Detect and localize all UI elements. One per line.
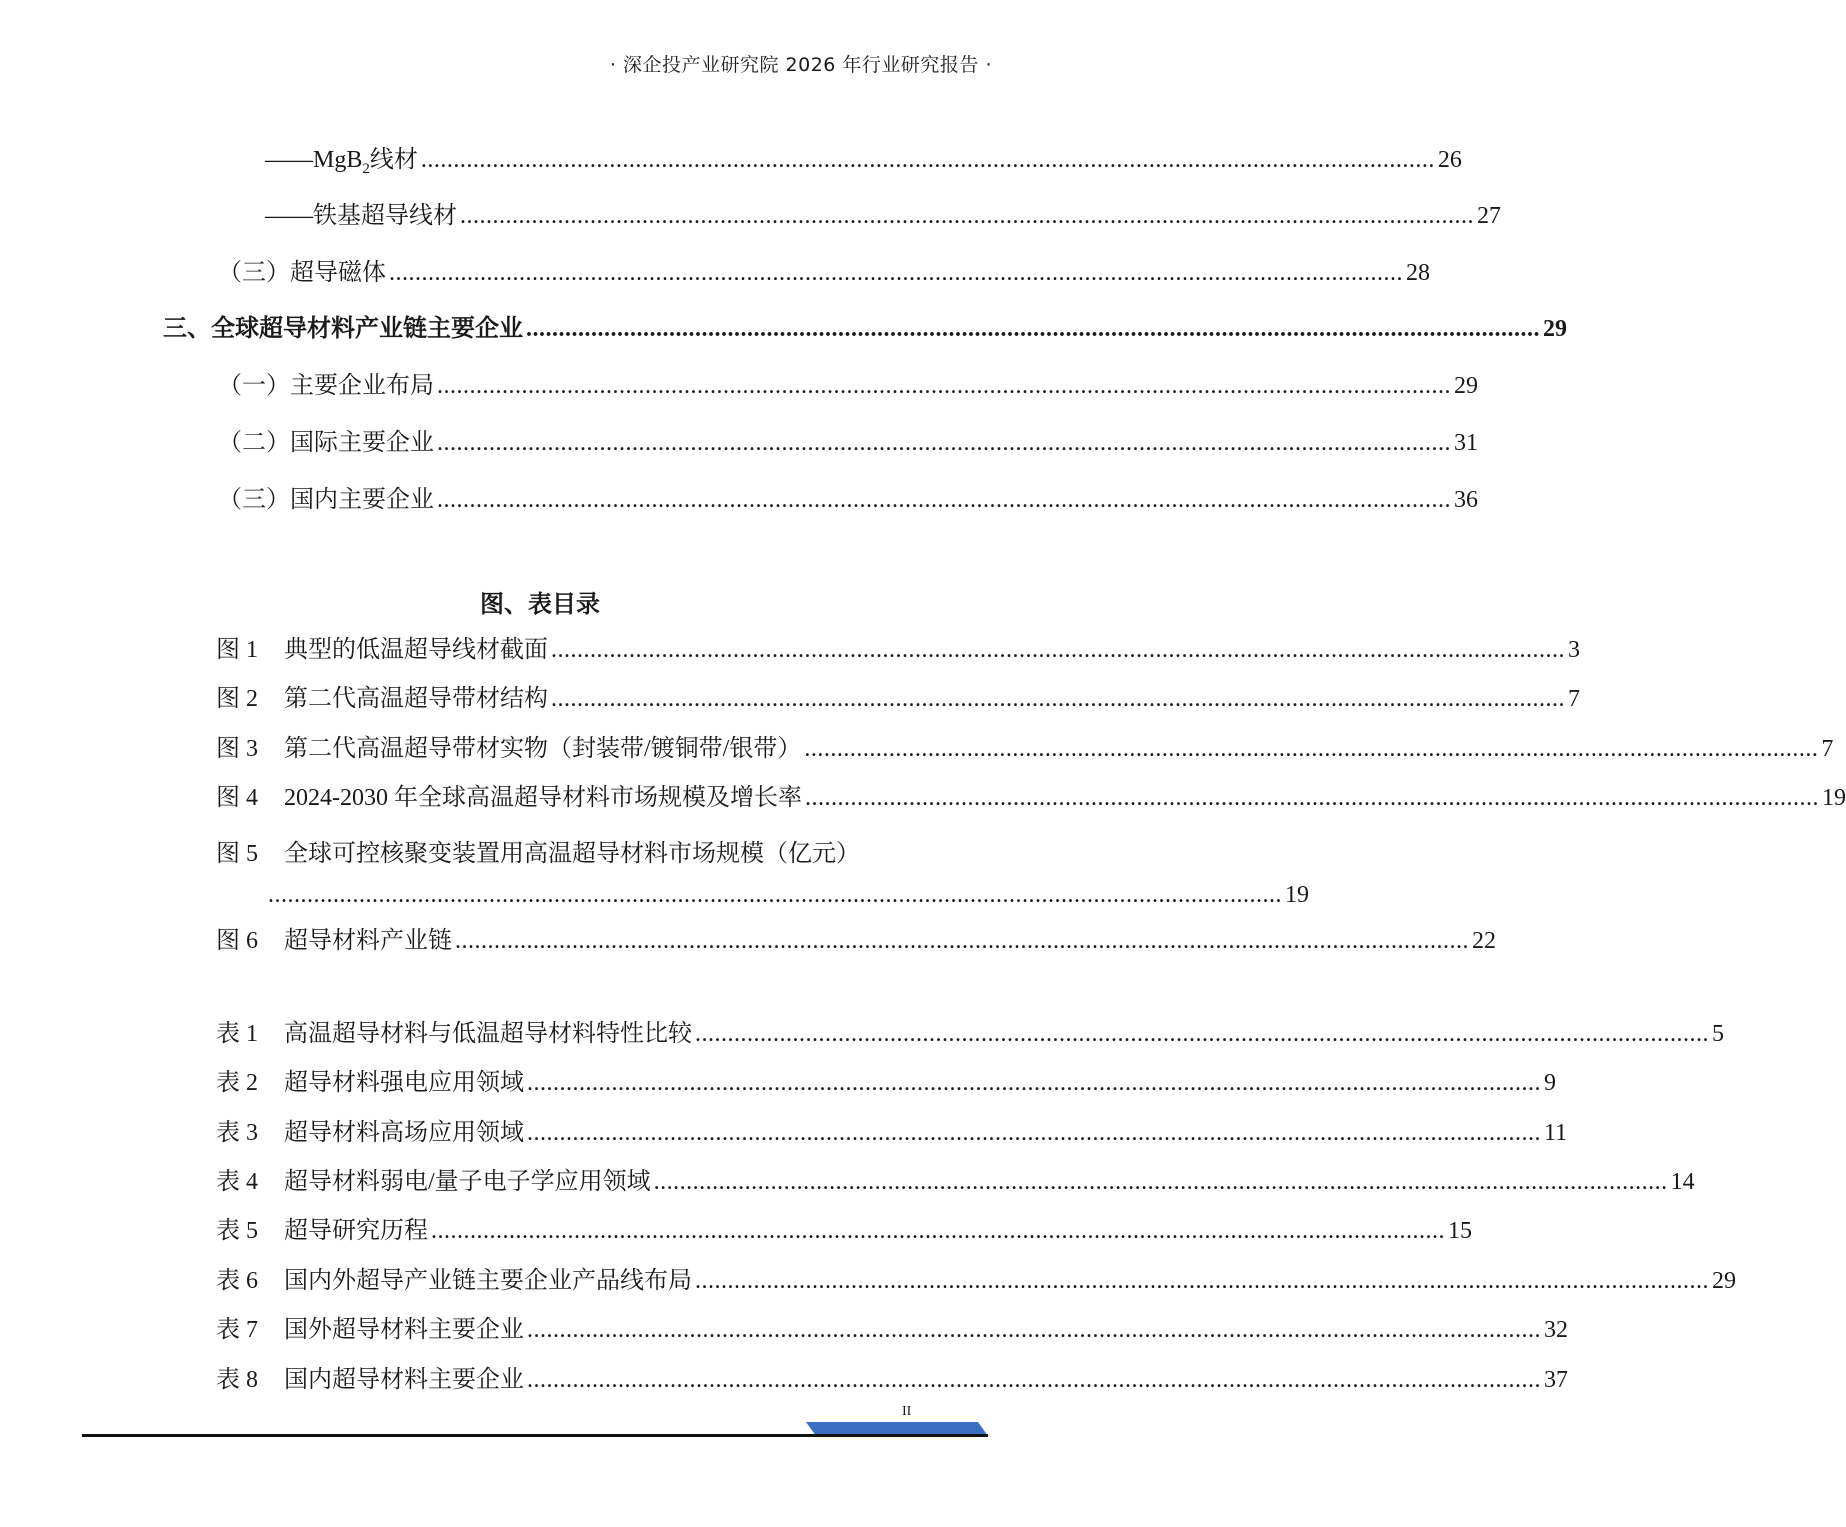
table-entry-page: 29 xyxy=(1712,1268,1736,1294)
figure-entry-page: 7 xyxy=(1568,686,1580,712)
table-entry-title: 表 7 国外超导材料主要企业 xyxy=(216,1317,524,1343)
footer-rule xyxy=(82,1434,988,1437)
figure-entry-wrapped-title[interactable] xyxy=(216,833,860,868)
table-entry-page: 5 xyxy=(1712,1021,1724,1047)
table-entry-title: 表 3 超导材料高场应用领域 xyxy=(216,1120,524,1146)
dot-leader: ............................................................................................................................................................ xyxy=(437,373,1451,399)
figure-entry[interactable] xyxy=(216,928,1496,954)
table-entry[interactable] xyxy=(216,1120,1568,1146)
toc-entry-page: 31 xyxy=(1454,430,1478,456)
table-entry[interactable] xyxy=(216,1367,1568,1393)
figure-entry-continuation[interactable] xyxy=(268,882,1309,908)
figure-entry-page: 19 xyxy=(1285,882,1309,908)
dot-leader: ............................................................................................................................................................ xyxy=(526,316,1540,342)
table-entry-title: 表 4 超导材料弱电/量子电子学应用领域 xyxy=(216,1169,651,1195)
toc-entry-page: 29 xyxy=(1543,316,1567,342)
toc-entry-chapter-3[interactable] xyxy=(163,316,1567,342)
dot-leader: ............................................................................................................................................................ xyxy=(805,785,1819,811)
figure-entry-page: 7 xyxy=(1821,736,1834,762)
table-entry-page: 14 xyxy=(1670,1169,1695,1195)
dot-leader: ............................................................................................................................................................ xyxy=(527,1070,1541,1096)
table-entry-page: 11 xyxy=(1544,1120,1568,1146)
dot-leader: ............................................................................................................................................................ xyxy=(420,147,1435,173)
figure-entry[interactable] xyxy=(216,785,1846,811)
figure-entry[interactable] xyxy=(216,686,1580,712)
figure-entry-page: 3 xyxy=(1568,637,1580,663)
table-entry[interactable] xyxy=(216,1268,1736,1294)
table-entry-page: 9 xyxy=(1544,1070,1556,1096)
dot-leader: ............................................................................................................................................................ xyxy=(437,487,1451,513)
table-entry-title: 表 2 超导材料强电应用领域 xyxy=(216,1070,524,1096)
dot-leader: ............................................................................................................................................................ xyxy=(431,1218,1445,1244)
figure-entry-title: 图 6 超导材料产业链 xyxy=(216,928,452,954)
dot-leader: ............................................................................................................................................................ xyxy=(389,260,1403,286)
table-entry-title: 表 8 国内超导材料主要企业 xyxy=(216,1367,524,1393)
dot-leader: ............................................................................................................................................................ xyxy=(695,1268,1709,1294)
table-entry-title: 表 5 超导研究历程 xyxy=(216,1218,428,1244)
dot-leader: ............................................................................................................................................................ xyxy=(551,637,1565,663)
toc-entry-page: 29 xyxy=(1454,373,1478,399)
toc-entry-title: （三）超导磁体 xyxy=(218,260,386,286)
figure-entry-page: 22 xyxy=(1472,928,1496,954)
table-entry[interactable] xyxy=(216,1021,1724,1047)
figure-entry-title: 图 2 第二代高温超导带材结构 xyxy=(216,686,548,712)
dot-leader: ............................................................................................................................................................ xyxy=(268,882,1282,908)
table-entry-page: 32 xyxy=(1544,1317,1568,1343)
toc-entry-page: 26 xyxy=(1437,147,1462,173)
toc-entry-title: （一）主要企业布局 xyxy=(218,373,434,399)
figure-entry-title: 图 3 第二代高温超导带材实物（封装带/镀铜带/银带） xyxy=(216,736,802,762)
toc-entry-layout[interactable] xyxy=(218,373,1478,399)
dot-leader: ............................................................................................................................................................ xyxy=(527,1120,1541,1146)
figure-entry-title: 图 1 典型的低温超导线材截面 xyxy=(216,637,548,663)
figure-entry[interactable] xyxy=(216,637,1580,663)
toc-entry-title: ——MgB$_2$线材 xyxy=(265,147,418,177)
figure-entry[interactable] xyxy=(216,736,1834,762)
table-entry[interactable] xyxy=(216,1070,1556,1096)
table-entry[interactable] xyxy=(216,1317,1568,1343)
dot-leader: ............................................................................................................................................................ xyxy=(437,430,1451,456)
dot-leader: ............................................................................................................................................................ xyxy=(527,1367,1541,1393)
toc-entry-title: 三、全球超导材料产业链主要企业 xyxy=(163,316,523,342)
dot-leader: ............................................................................................................................................................ xyxy=(695,1021,1709,1047)
table-entry-page: 37 xyxy=(1544,1367,1568,1393)
dot-leader: ............................................................................................................................................................ xyxy=(527,1317,1541,1343)
table-entry[interactable] xyxy=(216,1169,1695,1195)
toc-entry-page: 28 xyxy=(1406,260,1430,286)
dot-leader: ............................................................................................................................................................ xyxy=(551,686,1565,712)
report-header: · 深企投产业研究院 2026 年行业研究报告 · xyxy=(609,54,992,76)
toc-entry-title: （二）国际主要企业 xyxy=(218,430,434,456)
toc-entry-iron-based[interactable] xyxy=(265,203,1501,229)
dot-leader: ............................................................................................................................................................ xyxy=(804,736,1819,762)
table-entry-page: 15 xyxy=(1448,1218,1472,1244)
dot-leader: ............................................................................................................................................................ xyxy=(653,1169,1668,1195)
table-entry-title: 表 1 高温超导材料与低温超导材料特性比较 xyxy=(216,1021,692,1047)
dot-leader: ............................................................................................................................................................ xyxy=(455,928,1469,954)
toc-entry-page: 27 xyxy=(1477,203,1501,229)
table-entry-title: 表 6 国内外超导产业链主要企业产品线布局 xyxy=(216,1268,692,1294)
toc-entry-title: （三）国内主要企业 xyxy=(218,487,434,513)
toc-entry-international[interactable] xyxy=(218,430,1478,456)
toc-entry-magnets[interactable] xyxy=(218,260,1430,286)
figure-entry-page: 19 xyxy=(1822,785,1846,811)
toc-entry-page: 36 xyxy=(1454,487,1478,513)
figure-entry-title: 图 4 2024-2030 年全球高温超导材料市场规模及增长率 xyxy=(216,785,802,811)
toc-entry-title: ——铁基超导线材 xyxy=(265,203,457,229)
toc-entry-mgb2[interactable] xyxy=(265,147,1462,177)
table-entry[interactable] xyxy=(216,1218,1472,1244)
dot-leader: ............................................................................................................................................................ xyxy=(460,203,1474,229)
figures-tables-heading: 图、表目录 xyxy=(480,592,600,618)
figure-entry-label: 图 5 xyxy=(216,841,258,867)
toc-entry-domestic[interactable] xyxy=(218,487,1478,513)
page-number: II xyxy=(902,1404,912,1419)
figure-entry-title: 全球可控核聚变装置用高温超导材料市场规模（亿元） xyxy=(284,841,860,867)
